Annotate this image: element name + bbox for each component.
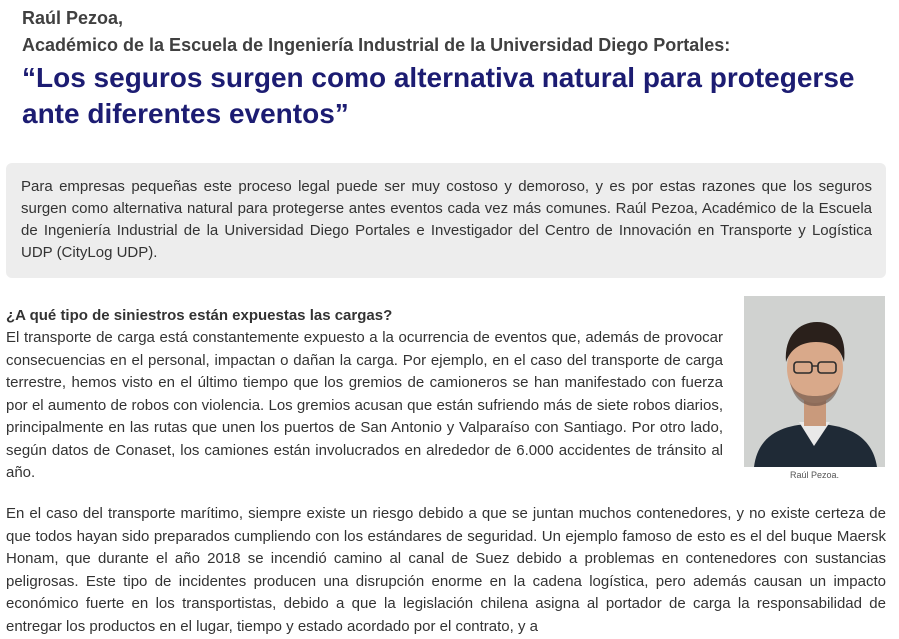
headline-quote: “Los seguros surgen como alternativa natural para protegerse ante diferentes eventos”: [22, 62, 855, 129]
author-role: Académico de la Escuela de Ingeniería Industrial de la Universidad Diego Portales:: [22, 35, 731, 55]
author-photo: [744, 296, 885, 467]
article-paragraph-1: El transporte de carga está constantemente expuesto a la ocurrencia de eventos que, además de provocar consecuencias en el personal, impactan o dañan la carga. Por ejemplo, en el caso del transporte de carga terrestre, hemos visto en el último tiempo que los gremios de camioneros se han manifestado con fuerza por el aumento de robos con violencia. Los gremios acusan que están sufriendo más de siete robos diarios, principalmente en las rutas que unen los puertos de San Antonio y Valparaíso con Santiago. Por otro lado, según datos de Conaset, los camiones están involucrados en alrededor de 6.000 accidentes de tránsito al año.: [6, 329, 723, 481]
photo-caption: Raúl Pezoa.: [789, 470, 840, 480]
article-paragraph-2: En el caso del transporte marítimo, siempre existe un riesgo debido a que se juntan muchos contenedores, y no existe certeza de que todos hayan sido preparados cumpliendo con los estándares de seguridad. Un ejemplo famoso de esto es el del buque Maersk Honam, que durante el año 2018 se incendió camino al canal de Suez debido a problemas en contenedores con sustancias peligrosas. Este tipo de incidentes producen una disrupción enorme en la cadena logística, pero además causan un impacto económico fuerte en los transportistas, debido a que la legislación chilena asigna al portador de carga la responsabilidad de entregar los productos en el lugar, tiempo y estado acordado por el contrato, y a: [6, 505, 886, 635]
portrait-image: [744, 296, 885, 467]
section-question: ¿A qué tipo de siniestros están expuestas las cargas?: [6, 307, 393, 324]
author-name: Raúl Pezoa,: [22, 8, 124, 28]
summary-box: [6, 163, 886, 278]
summary-text: Para empresas pequeñas este proceso legal puede ser muy costoso y demoroso, y es por estas razones que los seguros surgen como alternativa natural para protegerse antes eventos cada vez más comunes. Raúl Pezoa, Académico de la Escuela de Ingeniería Industrial de la Universidad Diego Portales e Investigador del Centro de Innovación en Transporte y Logística UDP (CityLog UDP).: [21, 178, 872, 261]
